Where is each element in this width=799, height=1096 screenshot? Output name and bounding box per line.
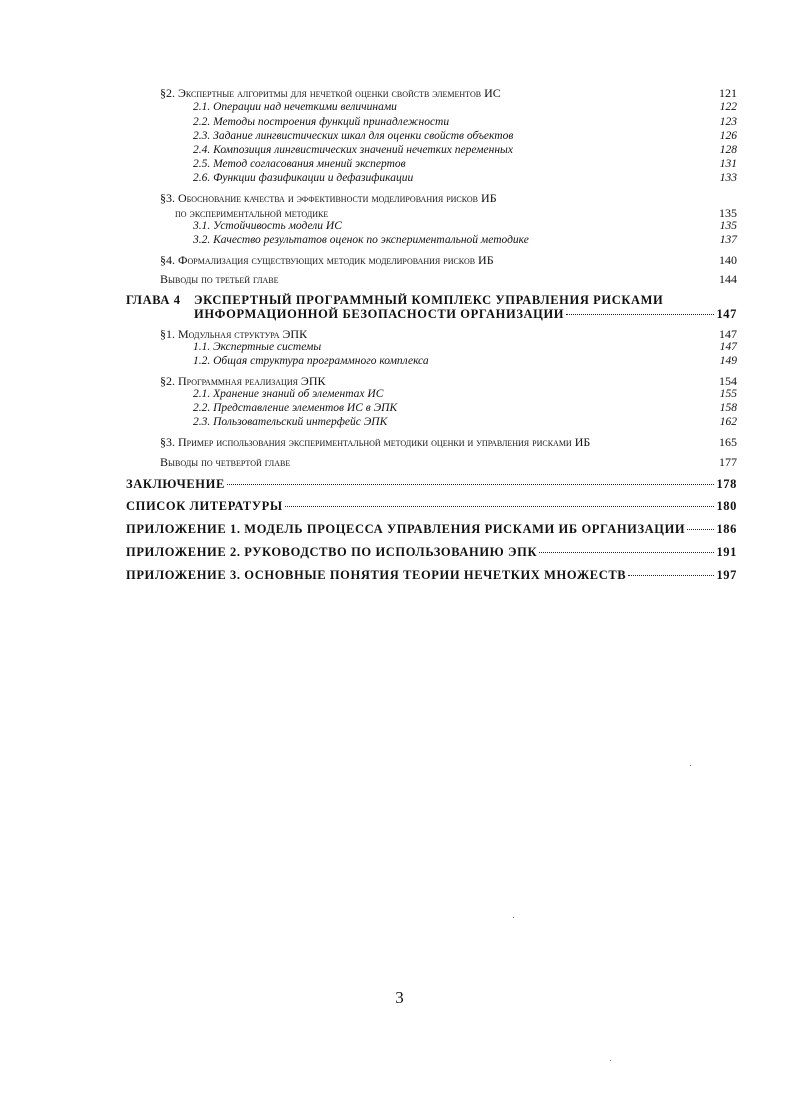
toc-subsection <box>193 221 737 233</box>
toc-page: 121 <box>719 86 737 100</box>
toc-page: 135 <box>719 220 737 232</box>
toc-title: ЗАКЛЮЧЕНИЕ <box>126 477 225 491</box>
toc-subsection <box>193 342 737 354</box>
toc-title: 2.3. Пользовательский интерфейс ЭПК <box>193 416 388 428</box>
toc-backmatter <box>126 523 737 536</box>
toc-subsection <box>193 131 737 143</box>
toc-page: 154 <box>719 374 737 388</box>
toc-title: §1. Модульная структура ЭПК <box>160 327 308 341</box>
toc-title: 2.2. Представление элементов ИС в ЭПК <box>193 402 398 414</box>
toc-page: 197 <box>716 568 737 582</box>
toc-chapter-label: ГЛАВА 4 <box>126 293 181 307</box>
toc-chapter <box>194 308 737 321</box>
toc-title: 1.1. Экспертные системы <box>193 341 322 353</box>
toc-subsection <box>193 403 737 415</box>
dot-leader <box>628 575 714 576</box>
toc-title: 2.1. Хранение знаний об элементах ИС <box>193 388 384 400</box>
toc-title: §2. Экспертные алгоритмы для нечеткой оценки свойств элементов ИС <box>160 86 501 100</box>
toc-page: 131 <box>719 158 737 170</box>
toc-title: по экспериментальной методике <box>175 206 329 220</box>
toc-title: §3. Пример использования экспериментальной методики оценки и управления рисками ИБ <box>160 435 591 449</box>
toc-page: 180 <box>716 499 737 513</box>
toc-title: §3. Обоснование качества и эффективности моделирования рисков ИБ <box>160 191 497 205</box>
toc-title: ЭКСПЕРТНЫЙ ПРОГРАММНЫЙ КОМПЛЕКС УПРАВЛЕНИЯ РИСКАМИ <box>194 293 664 307</box>
toc-subsection <box>193 389 737 401</box>
toc-title: Выводы по третьей главе <box>160 272 279 286</box>
toc-page: 140 <box>719 253 737 267</box>
toc-chapter <box>126 294 737 307</box>
toc-title: 2.2. Методы построения функций принадлежности <box>193 116 450 128</box>
toc-subsection <box>193 159 737 171</box>
toc-title: ПРИЛОЖЕНИЕ 3. ОСНОВНЫЕ ПОНЯТИЯ ТЕОРИИ НЕЧЕТКИХ МНОЖЕСТВ <box>126 568 627 582</box>
toc-title: 1.2. Общая структура программного комплекса <box>193 355 429 367</box>
toc-page: 128 <box>719 144 737 156</box>
toc-backmatter <box>126 569 737 582</box>
toc-section <box>160 328 737 340</box>
toc-backmatter <box>126 500 737 513</box>
toc-title: §4. Формализация существующих методик моделирования рисков ИБ <box>160 253 494 267</box>
toc-page: 147 <box>716 307 737 321</box>
toc-backmatter <box>126 478 737 491</box>
toc-page: 144 <box>719 272 737 286</box>
toc-subsection <box>193 235 737 247</box>
toc-page: 191 <box>716 545 737 559</box>
toc-page: 158 <box>719 402 737 414</box>
toc-title: СПИСОК ЛИТЕРАТУРЫ <box>126 499 283 513</box>
toc-title: ПРИЛОЖЕНИЕ 2. РУКОВОДСТВО ПО ИСПОЛЬЗОВАНИЮ ЭПК <box>126 545 538 559</box>
toc-title: §2. Программная реализация ЭПК <box>160 374 326 388</box>
toc-title: Выводы по четвертой главе <box>160 455 291 469</box>
toc-title: 2.1. Операции над нечеткими величинами <box>193 101 397 113</box>
toc-page: 122 <box>719 101 737 113</box>
toc-page: 177 <box>719 455 737 469</box>
dot-leader <box>566 314 714 315</box>
toc-subsection <box>193 173 737 185</box>
toc-backmatter <box>126 546 737 559</box>
toc-page: 147 <box>719 341 737 353</box>
toc-page: 135 <box>719 206 737 220</box>
toc-section <box>160 436 737 448</box>
toc-title: 2.5. Метод согласования мнений экспертов <box>193 158 406 170</box>
toc-title: 3.2. Качество результатов оценок по экспериментальной методике <box>193 234 529 246</box>
dot-leader <box>539 552 714 553</box>
toc-page: 165 <box>719 435 737 449</box>
toc-section <box>160 254 737 266</box>
scan-speck <box>690 765 691 766</box>
toc-page: 123 <box>719 116 737 128</box>
toc-page: 162 <box>719 416 737 428</box>
scan-speck <box>513 917 514 918</box>
toc-section <box>160 375 737 387</box>
toc-section <box>160 273 737 285</box>
toc-title: 3.1. Устойчивость модели ИС <box>193 220 342 232</box>
toc-subsection <box>193 102 737 114</box>
toc-page: 178 <box>716 477 737 491</box>
toc-section <box>160 87 737 99</box>
toc-page: 147 <box>719 327 737 341</box>
toc-title: ПРИЛОЖЕНИЕ 1. МОДЕЛЬ ПРОЦЕССА УПРАВЛЕНИЯ РИСКАМИ ИБ ОРГАНИЗАЦИИ <box>126 522 686 536</box>
toc-subsection <box>193 145 737 157</box>
toc-subsection <box>193 417 737 429</box>
toc-page: 137 <box>719 234 737 246</box>
toc-title: 2.6. Функции фазификации и дефазификации <box>193 172 414 184</box>
toc-title: 2.4. Композиция лингвистических значений нечетких переменных <box>193 144 513 156</box>
toc-subsection <box>193 117 737 129</box>
toc-page: 155 <box>719 388 737 400</box>
scan-speck <box>610 1060 611 1061</box>
toc-page: 133 <box>719 172 737 184</box>
toc-page: 186 <box>716 522 737 536</box>
page-number: 3 <box>395 988 404 1007</box>
toc-page: 149 <box>719 355 737 367</box>
toc-page: 126 <box>719 130 737 142</box>
toc-section <box>160 192 737 204</box>
toc-title: 2.3. Задание лингвистических шкал для оценки свойств объектов <box>193 130 514 142</box>
toc-title: ИНФОРМАЦИОННОЙ БЕЗОПАСНОСТИ ОРГАНИЗАЦИИ <box>194 307 565 321</box>
toc-section <box>175 207 737 219</box>
toc-subsection <box>193 356 737 368</box>
dot-leader <box>227 484 715 485</box>
dot-leader <box>285 506 715 507</box>
dot-leader <box>687 529 714 530</box>
toc-section <box>160 456 737 468</box>
